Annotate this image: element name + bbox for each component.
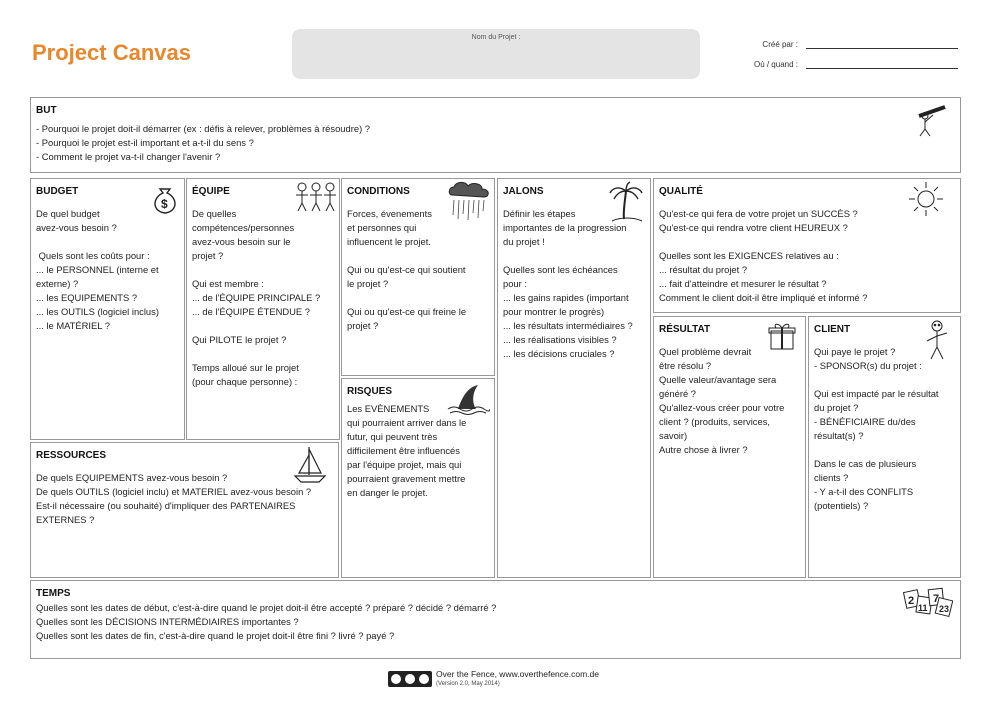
section-body: Quel problème devrait être résolu ? Quelle valeur/avantage sera généré ? Qu'allez-vous créer pour votre client ? (produits, services, savoir) Autre chose à livrer ?: [659, 346, 785, 455]
svg-text:11: 11: [918, 603, 928, 613]
shark-fin-icon: [446, 383, 490, 415]
section-body: Les EVÈNEMENTS qui pourraient arriver dans le futur, qui peuvent très difficilement être influencés par l'équipe projet, mais qui pourraient gravement mettre en danger le projet.: [347, 403, 467, 498]
section-body: Qui paye le projet ? - SPONSOR(s) du projet : Qui est impacté par le résultat du projet ? - BÉNÉFICIAIRE du/des résultat(s) ? Dans le cas de plusieurs clients ? - Y a-t-il des CONFLITS (potentiels) ?: [814, 346, 939, 511]
section-title: RÉSULTAT: [659, 324, 711, 335]
calendar-icon: [903, 587, 953, 621]
svg-text:2: 2: [908, 595, 915, 607]
footer-credit: Over the Fence, www.overthefence.com.de: [436, 669, 599, 679]
team-people-icon: [295, 181, 337, 213]
section-title: JALONS: [503, 186, 544, 197]
section-body: De quelles compétences/personnes avez-vous besoin sur le projet ? Qui est membre : ... de l'ÉQUIPE PRINCIPALE ? ... de l'ÉQUIPE ÉTENDUE ? Qui PILOTE le projet ? Temps alloué sur le projet (pour chaque personne) :: [192, 208, 321, 387]
section-body: De quel budget avez-vous besoin ? Quels sont les coûts pour : ... le PERSONNEL (interne et externe) ? ... les EQUIPEMENTS ? ... les OUTILS (logiciel inclus) ... le MATÉRIEL ?: [36, 208, 159, 331]
section-title: ÉQUIPE: [192, 186, 230, 197]
svg-text:7: 7: [933, 593, 940, 605]
section-title: BUDGET: [36, 186, 79, 197]
section-title: TEMPS: [36, 588, 71, 599]
money-bag-icon: [149, 181, 181, 215]
project-name-field[interactable]: [292, 29, 700, 79]
svg-text:$: $: [161, 197, 168, 211]
section-body: Définir les étapes importantes de la progression du projet ! Quelles sont les échéances pour : ... les gains rapides (important pour montrer le progrès) ... les résultats intermédiaires ? ... les réalisations visibles ? ... les décisions cruciales ?: [503, 208, 633, 359]
section-title: CONDITIONS: [347, 186, 410, 197]
gift-box-icon: [768, 321, 796, 351]
section-equipe[interactable]: [186, 178, 340, 440]
section-but[interactable]: [30, 97, 961, 173]
svg-text:23: 23: [939, 604, 950, 614]
section-risques[interactable]: [341, 378, 495, 578]
section-title: BUT: [36, 105, 57, 116]
stick-figure-icon: [923, 319, 951, 361]
sailboat-icon: [293, 445, 327, 485]
section-body: Quelles sont les dates de début, c'est-à-dire quand le projet doit-il être accepté ? préparé ? décidé ? démarré ? Quelles sont les DÉCISIONS INTERMÉDIAIRES importantes ? Quelles sont les dates de fin, c'est-à-dire quand le projet doit-il être fini ? livré ? payé ?: [36, 602, 497, 641]
section-body: - Pourquoi le projet doit-il démarrer (ex : défis à relever, problèmes à résoudre) ? - Pourquoi le projet est-il important et a-t-il du sens ? - Comment le projet va-t-il changer l'avenir ?: [36, 123, 371, 162]
section-body: Forces, évenements et personnes qui influencent le projet. Qui ou qu'est-ce qui soutient le projet ? Qui ou qu'est-ce qui freine le projet ?: [347, 208, 467, 331]
project-name-label: Nom du Projet :: [471, 34, 521, 41]
page-title: Project Canvas: [32, 40, 191, 65]
sun-icon: [908, 181, 944, 217]
where-when-label: Où / quand :: [753, 60, 798, 69]
section-budget[interactable]: [30, 178, 185, 440]
section-title: QUALITÉ: [659, 186, 703, 197]
created-by-field[interactable]: [806, 47, 958, 49]
section-body: Qu'est-ce qui fera de votre projet un SUCCÈS ? Qu'est-ce qui rendra votre client HEUREUX ? Quelles sont les EXIGENCES relatives au : ... résultat du projet ? ... fait d'atteindre et mesurer le résultat ? Comment le client doit-il être impliqué et informé ?: [659, 208, 868, 303]
section-body: De quels EQUIPEMENTS avez-vous besoin ? De quels OUTILS (logiciel inclu) et MATERIEL avez-vous besoin ? Est-il nécessaire (ou souhaité) d'impliquer des PARTENAIRES EXTERNES ?: [36, 472, 312, 525]
section-client[interactable]: [808, 316, 961, 578]
section-title: RISQUES: [347, 386, 393, 397]
section-qualite[interactable]: [653, 178, 961, 313]
where-when-field[interactable]: [806, 67, 958, 69]
created-by-label: Créé par :: [762, 40, 798, 49]
section-title: RESSOURCES: [36, 450, 107, 461]
palm-tree-icon: [608, 181, 644, 223]
section-conditions[interactable]: [341, 178, 495, 376]
section-resultat[interactable]: [653, 316, 806, 578]
rain-cloud-icon: [446, 181, 492, 221]
footer-version: (Version 2.0, May 2014): [436, 681, 500, 687]
section-temps[interactable]: [30, 580, 961, 659]
section-ressources[interactable]: [30, 442, 339, 578]
cc-license-badge: [388, 671, 432, 687]
telescope-icon: [911, 102, 951, 138]
section-jalons[interactable]: [497, 178, 651, 578]
section-title: CLIENT: [814, 324, 851, 335]
